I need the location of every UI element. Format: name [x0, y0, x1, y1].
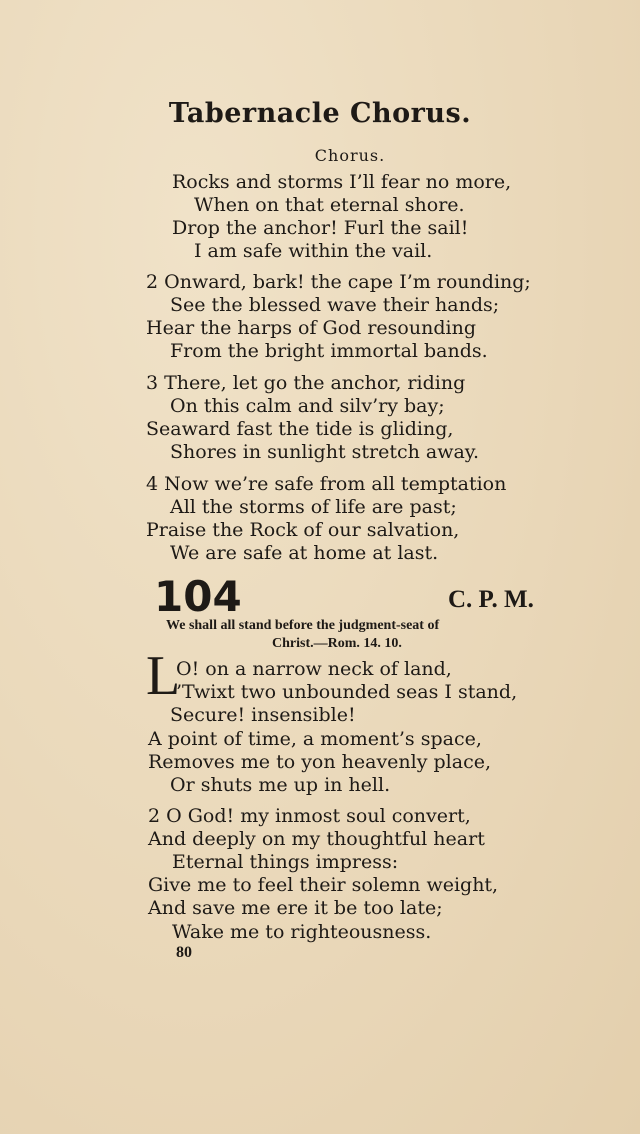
verse-line: And deeply on my thoughtful heart [148, 828, 485, 850]
chorus-label: Chorus. [314, 146, 386, 165]
verse-line: 4 Now we’re safe from all temptation [146, 473, 507, 495]
verse-line: Wake me to righteousness. [172, 921, 432, 943]
verse-line: Give me to feel their solemn weight, [148, 874, 499, 896]
verse-line: Secure! insensible! [170, 704, 356, 726]
verse-line: And save me ere it be too late; [148, 897, 443, 919]
verse-line: We are safe at home at last. [170, 542, 439, 564]
hymn-meter: C. P. M. [448, 586, 534, 613]
verse-line: 3 There, let go the anchor, riding [146, 372, 466, 394]
verse-line: From the bright immortal bands. [170, 340, 488, 362]
page-title: Tabernacle Chorus. [168, 98, 472, 129]
verse-line: Hear the harps of God resounding [146, 317, 476, 339]
drop-cap-letter: L [146, 645, 181, 707]
chorus-line: When on that eternal shore. [194, 194, 465, 216]
chorus-line: Drop the anchor! Furl the sail! [172, 217, 469, 239]
verse-line: On this calm and silv’ry bay; [170, 395, 445, 417]
scripture-reference: We shall all stand before the judgment-seat of [166, 618, 440, 633]
verse-line: O! on a narrow neck of land, [176, 658, 452, 680]
verse-line: See the blessed wave their hands; [170, 294, 500, 316]
page-number: 80 [176, 944, 192, 961]
verse-line: Seaward fast the tide is gliding, [146, 418, 454, 440]
verse-line: Removes me to yon heavenly place, [148, 751, 492, 773]
verse-line: Eternal things impress: [172, 851, 399, 873]
verse-line: Or shuts me up in hell. [170, 774, 391, 796]
chorus-line: I am safe within the vail. [194, 240, 433, 262]
verse-line: Shores in sunlight stretch away. [170, 441, 480, 463]
verse-line: A point of time, a moment’s space, [148, 728, 482, 750]
verse-line: Praise the Rock of our salvation, [146, 519, 460, 541]
verse-line: 2 Onward, bark! the cape I’m rounding; [146, 271, 531, 293]
verse-line: All the storms of life are past; [170, 496, 457, 518]
hymn-number: 104 [154, 572, 242, 621]
chorus-line: Rocks and storms I’ll fear no more, [172, 171, 512, 193]
scripture-reference: Christ.—Rom. 14. 10. [272, 636, 402, 651]
verse-line: 2 O God! my inmost soul convert, [148, 805, 471, 827]
verse-line: ’Twixt two unbounded seas I stand, [176, 681, 518, 703]
